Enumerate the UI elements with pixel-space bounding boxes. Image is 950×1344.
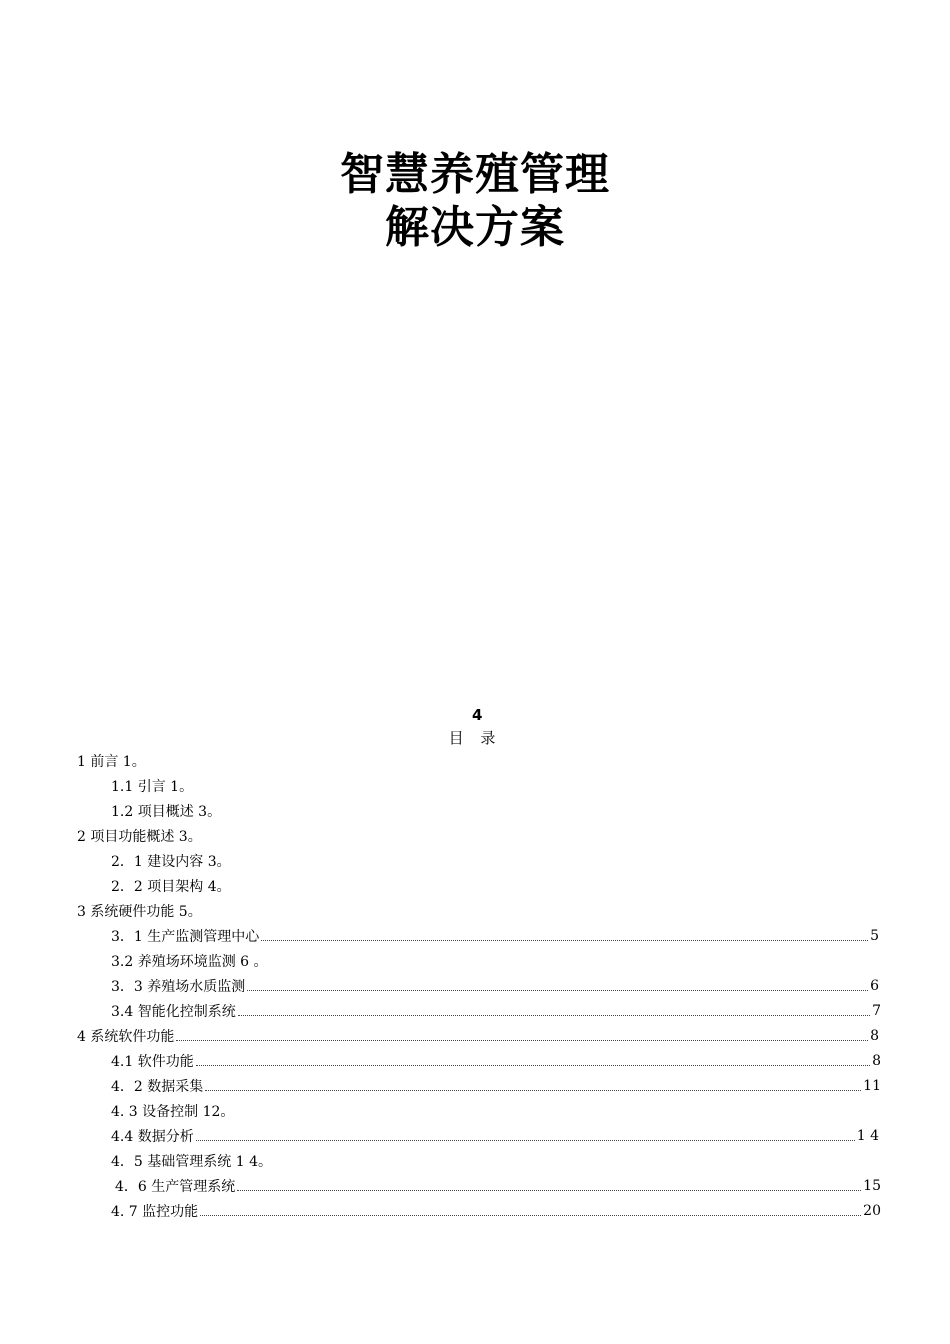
toc-entry[interactable] bbox=[77, 748, 146, 773]
document-title-line1: 智慧养殖管理 bbox=[340, 149, 610, 200]
toc-entry-text: 3.2 养殖场环境监测 6 。 bbox=[111, 953, 268, 970]
toc-entry[interactable] bbox=[77, 898, 202, 923]
toc-entry-text: 2．2 项目架构 4。 bbox=[111, 878, 231, 895]
toc-entry[interactable] bbox=[77, 823, 202, 848]
toc-entry-text: 2 项目功能概述 3。 bbox=[77, 828, 202, 845]
toc-entry-text: 4．2 数据采集 bbox=[111, 1078, 204, 1095]
toc-entry-text: 4．5 基础管理系统 1 4。 bbox=[111, 1153, 272, 1170]
toc-entry-text: 1.1 引言 1。 bbox=[111, 778, 194, 795]
toc-entry-page: 1 4 bbox=[856, 1127, 879, 1144]
toc-entry-text: 4. 7 监控功能 bbox=[111, 1203, 199, 1220]
toc-entry[interactable] bbox=[111, 923, 879, 948]
toc-entry-text: 4. 3 设备控制 12。 bbox=[111, 1103, 235, 1120]
toc-entry-page: 5 bbox=[870, 927, 879, 944]
toc-entry-text: 4 系统软件功能 bbox=[77, 1028, 175, 1045]
toc-entry[interactable] bbox=[111, 773, 193, 798]
toc-entry[interactable] bbox=[111, 1148, 272, 1173]
toc-entry-text: 3．3 养殖场水质监测 bbox=[111, 978, 246, 995]
toc-entry-page: 8 bbox=[872, 1052, 881, 1069]
toc-entry[interactable] bbox=[111, 798, 221, 823]
toc-entry-text: 1 前言 1。 bbox=[77, 753, 146, 770]
toc-heading: 目 录 bbox=[448, 729, 502, 747]
toc-entry[interactable] bbox=[115, 1173, 881, 1198]
toc-entry-text: 4.1 软件功能 bbox=[111, 1053, 194, 1070]
toc-entry[interactable] bbox=[111, 873, 231, 898]
toc-entry[interactable] bbox=[111, 1098, 234, 1123]
toc-entry-text: 3 系统硬件功能 5。 bbox=[77, 903, 202, 920]
toc-entry[interactable] bbox=[111, 1123, 879, 1148]
toc-leader-dots bbox=[176, 1040, 868, 1041]
toc-entry[interactable] bbox=[111, 973, 879, 998]
toc-leader-dots bbox=[205, 1090, 861, 1091]
toc-entry-page: 20 bbox=[863, 1202, 881, 1219]
toc-leader-dots bbox=[200, 1215, 861, 1216]
toc-entry-text: 4．6 生产管理系统 bbox=[115, 1178, 236, 1195]
toc-leader-dots bbox=[196, 1065, 870, 1066]
toc-leader-dots bbox=[247, 990, 868, 991]
toc-entry[interactable] bbox=[111, 1048, 881, 1073]
toc-entry[interactable] bbox=[111, 848, 231, 873]
toc-entry[interactable] bbox=[111, 998, 881, 1023]
toc-entry-page: 15 bbox=[863, 1177, 881, 1194]
toc-entry-page: 11 bbox=[863, 1077, 881, 1094]
document-title-line2: 解决方案 bbox=[385, 202, 565, 253]
toc-entry-page: 7 bbox=[872, 1002, 881, 1019]
toc-leader-dots bbox=[196, 1140, 855, 1141]
toc-leader-dots bbox=[261, 940, 868, 941]
toc-leader-dots bbox=[238, 1015, 870, 1016]
toc-entry-text: 2．1 建设内容 3。 bbox=[111, 853, 231, 870]
toc-entry-text: 3.4 智能化控制系统 bbox=[111, 1003, 236, 1020]
toc-entry[interactable] bbox=[111, 1073, 881, 1098]
toc-entry-text: 1.2 项目概述 3。 bbox=[111, 803, 222, 820]
toc-leader-dots bbox=[237, 1190, 861, 1191]
page-marker: 4 bbox=[472, 706, 483, 724]
toc-entry-page: 6 bbox=[870, 977, 879, 994]
toc-entry-text: 4.4 数据分析 bbox=[111, 1128, 194, 1145]
toc-entry-page: 8 bbox=[870, 1027, 879, 1044]
toc-entry[interactable] bbox=[111, 948, 268, 973]
toc-entry[interactable] bbox=[111, 1198, 881, 1223]
toc-entry[interactable] bbox=[77, 1023, 879, 1048]
toc-entry-text: 3．1 生产监测管理中心 bbox=[111, 928, 260, 945]
